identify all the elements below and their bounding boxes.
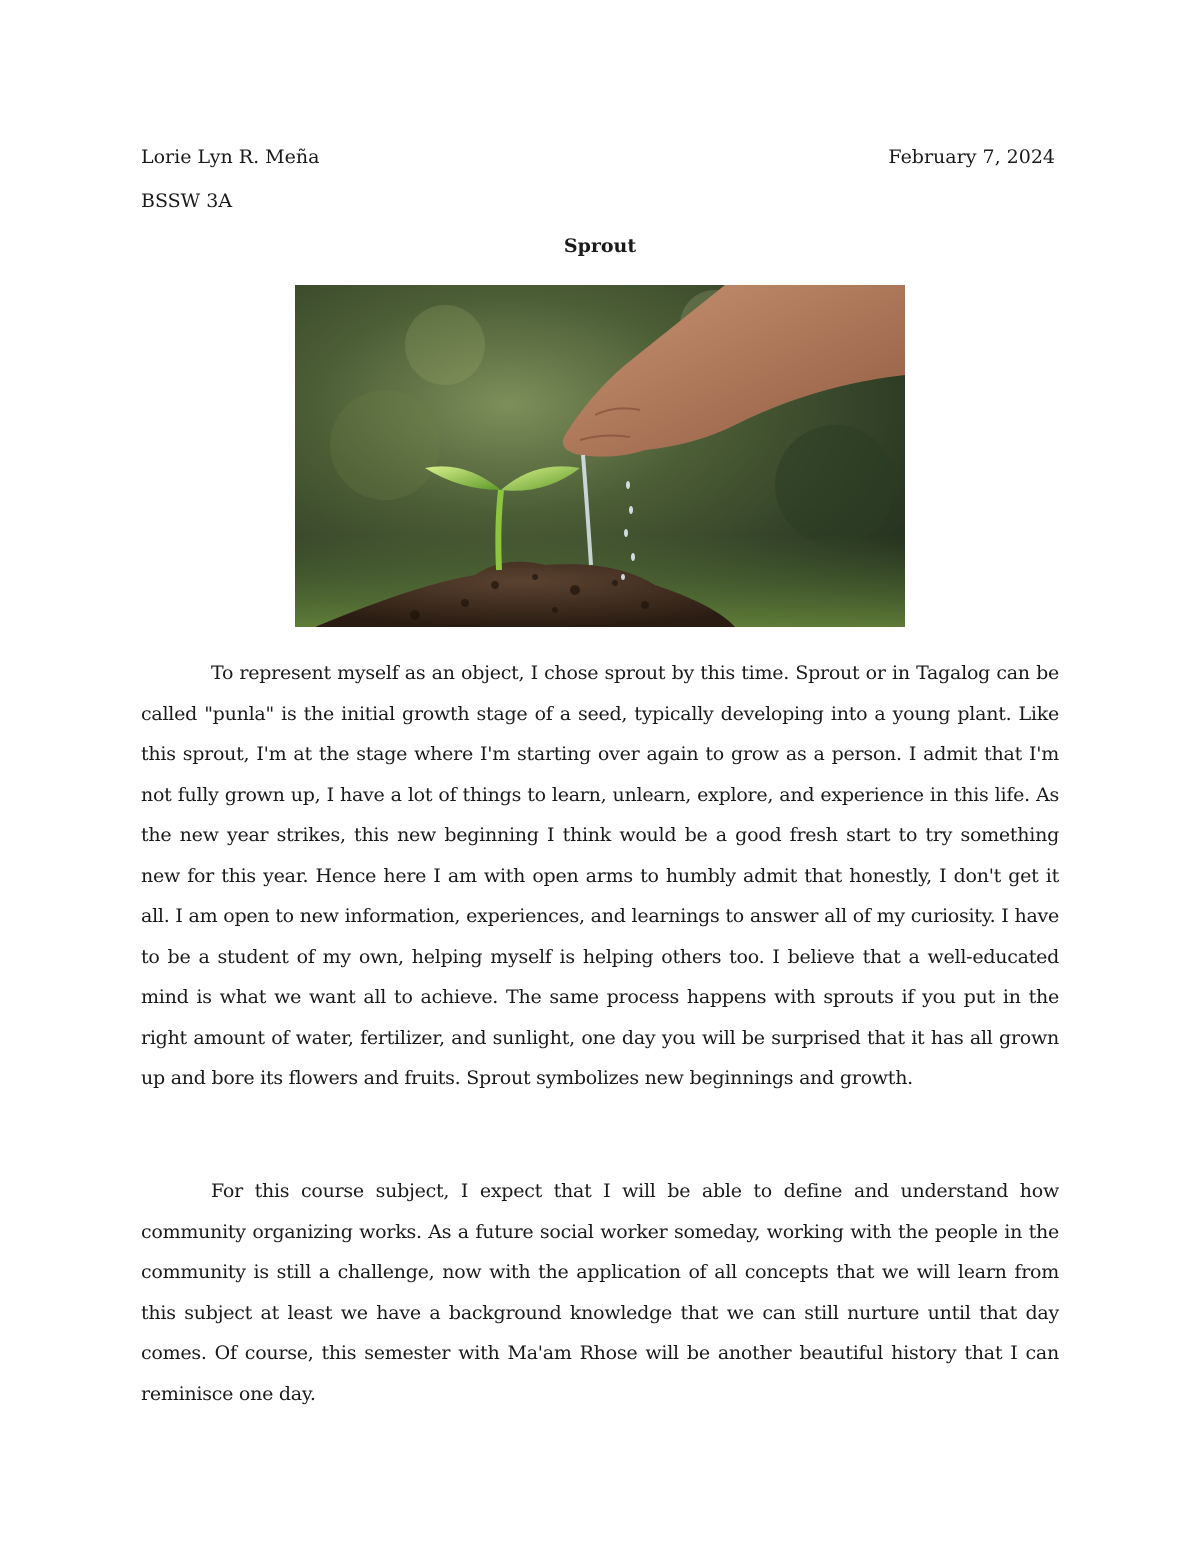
header-row (141, 143, 1055, 171)
paragraph-1: To represent myself as an object, I chose sprout by this time. Sprout or in Tagalog can be called "punla" is the initial growth stage of a seed, typically developing into a young plant. Like this sprout, I'm at the stage where I'm starting over again to grow as a person. I admit that I'm not fully grown up, I have a lot of things to learn, unlearn, explore, and experience in this life. As the new year strikes, this new beginning I think would be a good fresh start to try something new for this year. Hence here I am with open arms to humbly admit that honestly, I don't get it all. I am open to new information, experiences, and learnings to answer all of my curiosity. I have to be a student of my own, helping myself is helping others too. I believe that a well-educated mind is what we want all to achieve. The same process happens with sprouts if you put in the right amount of water, fertilizer, and sunlight, one day you will be surprised that it has all grown up and bore its flowers and fruits. Sprout symbolizes new beginnings and growth. (141, 662, 1059, 1089)
author-name: Lorie Lyn R. Meña (141, 146, 320, 168)
paragraph-2: For this course subject, I expect that I will be able to define and understand how community organizing works. As a future social worker someday, working with the people in the community is still a challenge, now with the application of all concepts that we will learn from this subject at least we have a background knowledge that we can still nurture until that day comes. Of course, this semester with Ma'am Rhose will be another beautiful history that I can reminisce one day. (141, 1180, 1059, 1405)
document-title: Sprout (563, 235, 637, 257)
sprout-watering-icon (295, 285, 905, 627)
document-date: February 7, 2024 (888, 146, 1055, 168)
sprout-photo (295, 285, 905, 627)
class-section: BSSW 3A (141, 190, 233, 212)
